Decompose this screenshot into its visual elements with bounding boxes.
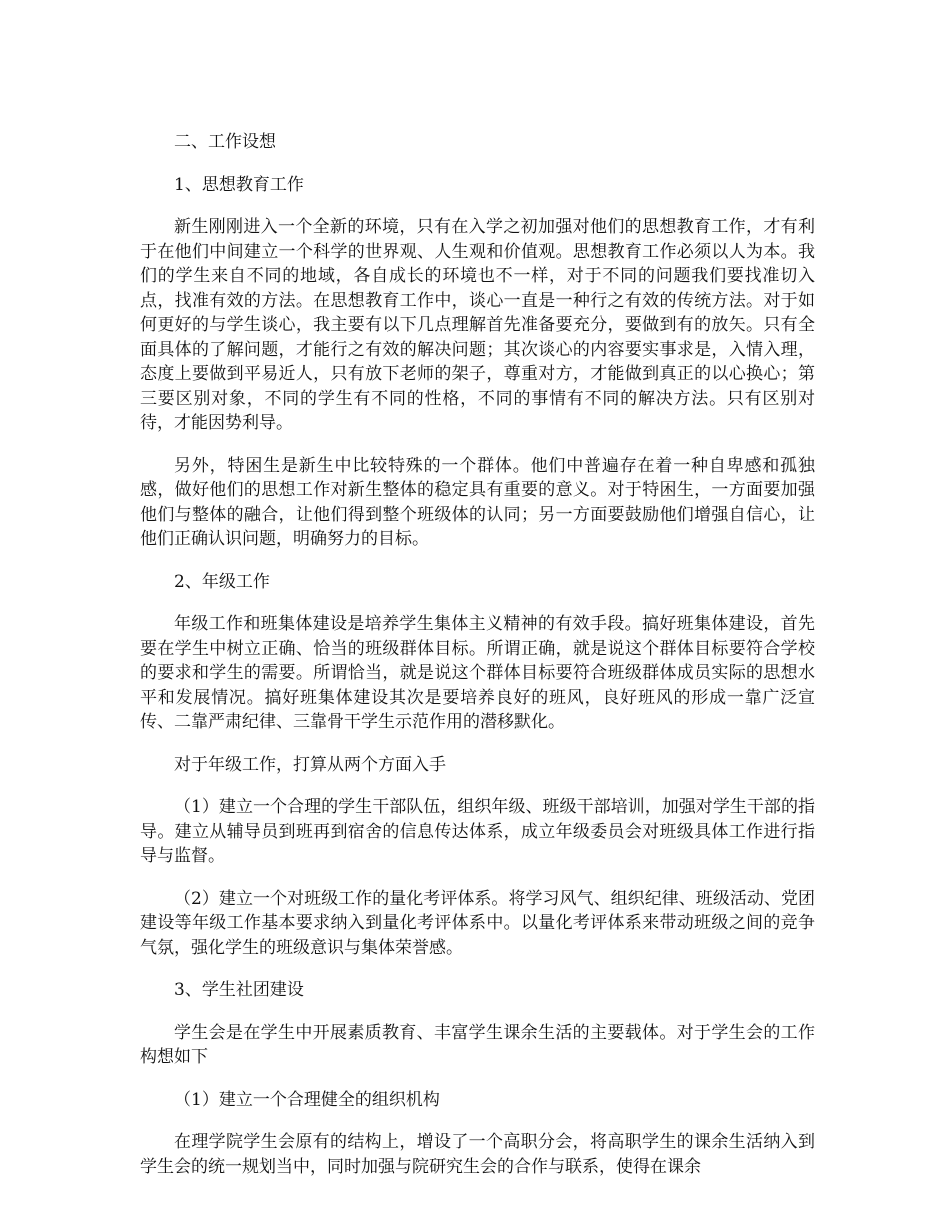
body-paragraph: 新生刚刚进入一个全新的环境，只有在入学之初加强对他们的思想教育工作，才有利于在他们中间建立一个科学的世界观、人生观和价值观。思想教育工作必须以人为本。我们的学生来自不同的地域，各自成长的环境也不一样，对于不同的问题我们要找准切入点，找准有效的方法。在思想教育工作中，谈心一直是一种行之有效的传统方法。对于如何更好的与学生谈心，我主要有以下几点理解首先准备要充分，要做到有的放矢。只有全面具体的了解问题，才能行之有效的解决问题；其次谈心的内容要实事求是，入情入理，态度上要做到平易近人，只有放下老师的架子，尊重对方，才能做到真正的以心换心；第三要区别对象，不同的学生有不同的性格，不同的事情有不同的解决方法。只有区别对待，才能因势利导。	[140, 217, 815, 433]
section-heading: 二、工作设想	[174, 132, 276, 152]
body-paragraph: 学生会是在学生中开展素质教育、丰富学生课余生活的主要载体。对于学生会的工作构想如下	[140, 1022, 815, 1067]
body-paragraph: 在理学院学生会原有的结构上，增设了一个高职分会，将高职学生的课余生活纳入到学生会的统一规划当中，同时加强与院研究生会的合作与联系，使得在课余	[140, 1132, 815, 1177]
subsection-heading: 3、学生社团建设	[174, 980, 304, 1000]
list-item-paragraph: （1）建立一个合理健全的组织机构	[174, 1089, 440, 1110]
body-paragraph: 另外，特困生是新生中比较特殊的一个群体。他们中普遍存在着一种自卑感和孤独感，做好他们的思想工作对新生整体的稳定具有重要的意义。对于特困生，一方面要加强他们与整体的融合，让他们得到整个班级体的认同；另一方面要鼓励他们增强自信心，让他们正确认识问题，明确努力的目标。	[140, 455, 815, 549]
subsection-heading: 1、思想教育工作	[174, 174, 304, 195]
document-body	[140, 130, 815, 1197]
body-paragraph: 年级工作和班集体建设是培养学生集体主义精神的有效手段。搞好班集体建设，首先要在学生中树立正确、恰当的班级群体目标。所谓正确，就是说这个群体目标要符合学校的要求和学生的需要。所谓恰当，就是说这个群体目标要符合班级群体成员实际的思想水平和发展情况。搞好班集体建设其次是要培养良好的班风，良好班风的形成一靠广泛宣传、二靠严肃纪律、三靠骨干学生示范作用的潜移默化。	[140, 614, 815, 732]
list-item-paragraph: （1）建立一个合理的学生干部队伍，组织年级、班级干部培训，加强对学生干部的指导。建立从辅导员到班再到宿舍的信息传达体系，成立年级委员会对班级具体工作进行指导与监督。	[140, 797, 815, 866]
list-item-paragraph: （2）建立一个对班级工作的量化考评体系。将学习风气、组织纪律、班级活动、党团建设等年级工作基本要求纳入到量化考评体系中。以量化考评体系来带动班级之间的竞争气氛，强化学生的班级意识与集体荣誉感。	[140, 888, 815, 958]
body-paragraph: 对于年级工作，打算从两个方面入手	[174, 754, 446, 775]
subsection-heading: 2、年级工作	[174, 571, 270, 592]
